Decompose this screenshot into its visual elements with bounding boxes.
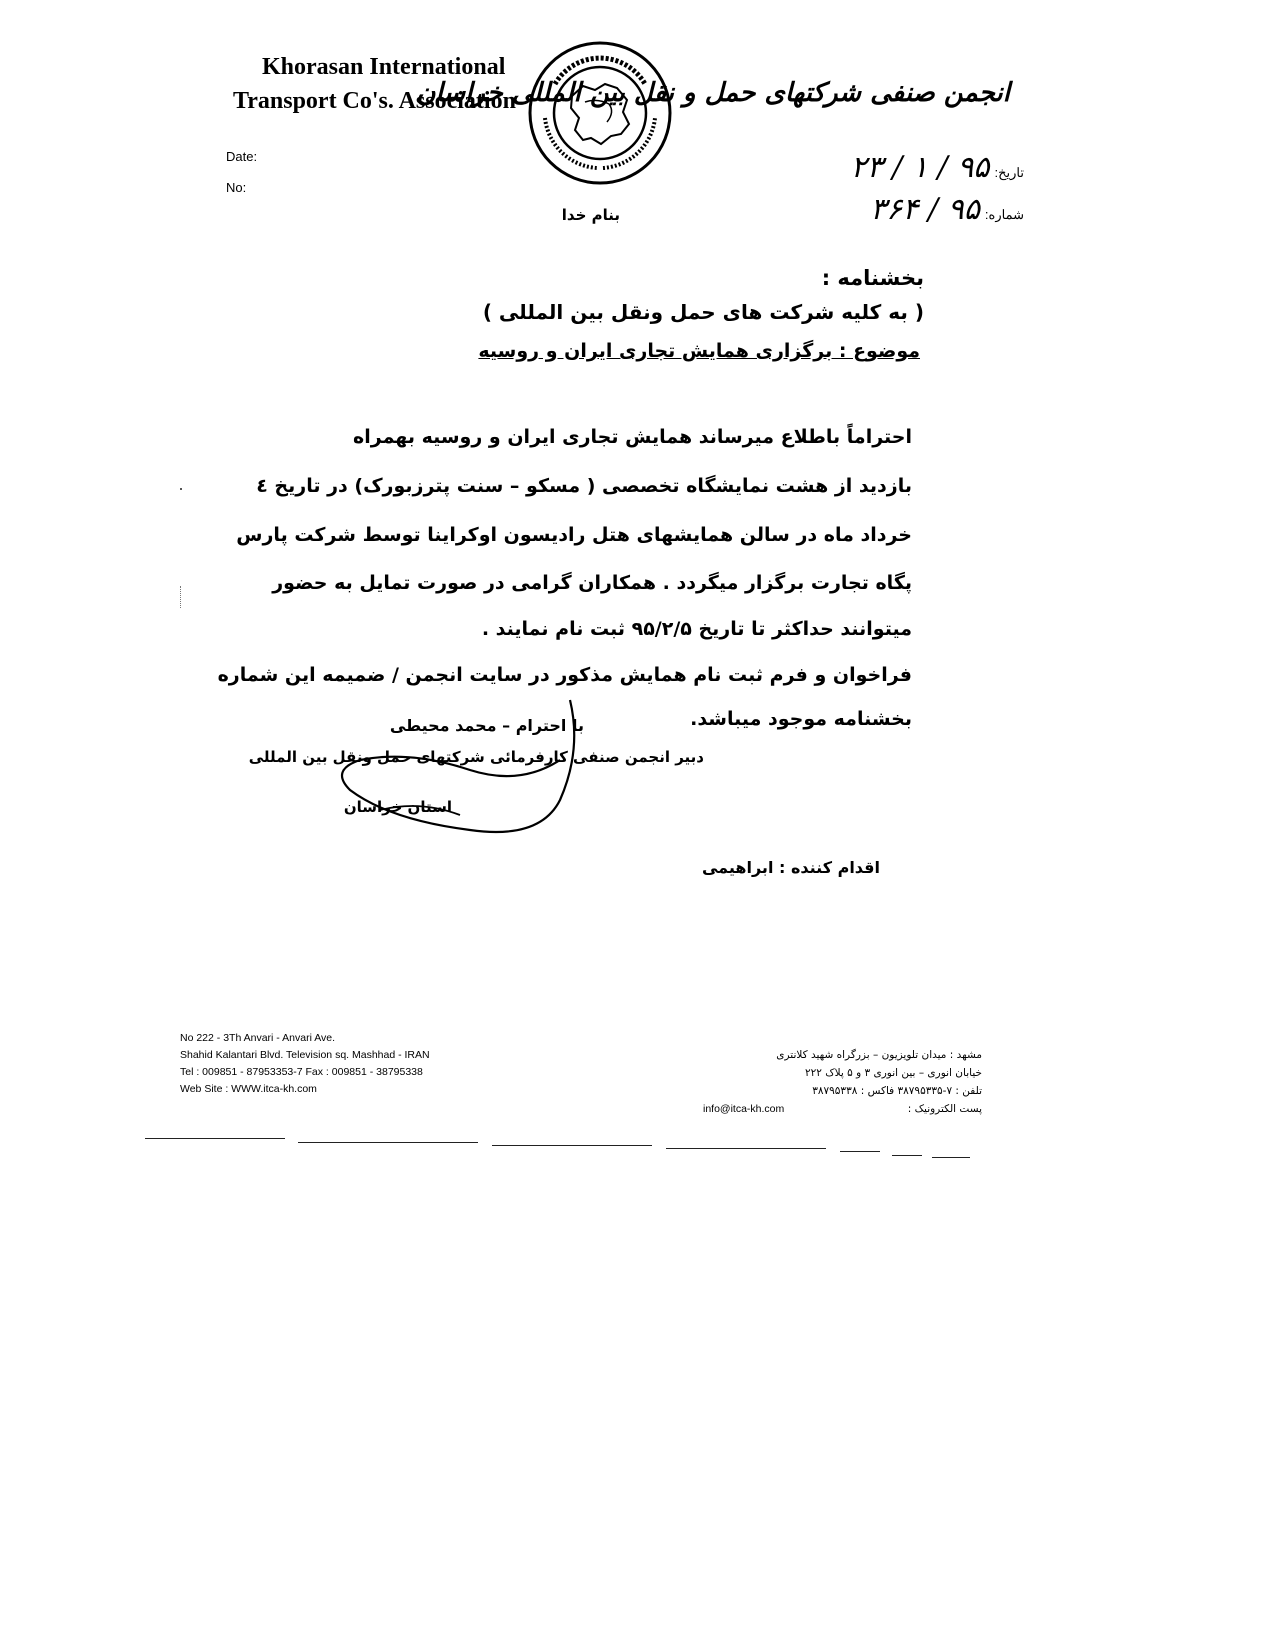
footer-divider <box>492 1145 652 1146</box>
association-seal-logo <box>525 38 675 188</box>
number-value-handwritten: ۹۵ / ۳۶۴ <box>870 192 980 227</box>
org-name-english-line1: Khorasan International <box>262 54 506 80</box>
footer-persian-line: خیابان انوری – بین انوری ۳ و ۵ پلاک ۲۲۲ <box>804 1067 982 1079</box>
invocation: بنام خدا <box>561 206 620 224</box>
body-line: بخشنامه موجود میباشد. <box>690 708 912 730</box>
body-line: احتراماً باطلاع میرساند همایش تجاری ایران و روسیه بهمراه <box>353 426 912 448</box>
org-name-english-line2: Transport Co's. Association <box>233 88 516 114</box>
number-label-persian: شماره: <box>984 207 1024 222</box>
footer-email: info@itca-kh.com <box>703 1103 785 1115</box>
subject-line: موضوع : برگزاری همایش تجاری ایران و روسیه <box>478 340 920 362</box>
footer-divider <box>666 1148 826 1149</box>
footer-address-persian <box>776 1046 982 1118</box>
circular-label: بخشنامه : <box>821 266 924 290</box>
footer-address-english <box>180 1030 430 1098</box>
scan-mark <box>180 586 182 608</box>
date-value-handwritten: ۹۵ / ۱ / ۲۳ <box>850 150 990 185</box>
recipients-line: ( به کلیه شرکت های حمل ونقل بین المللی ) <box>482 300 924 324</box>
footer-divider <box>892 1155 922 1156</box>
closing-line: با احترام – محمد محیطی <box>389 716 584 735</box>
action-by-line: اقدام کننده : ابراهیمی <box>701 858 880 877</box>
signer-title-line1: دبیر انجمن صنفی کارفرمائی شرکتهای حمل ونقل بین المللی <box>248 748 704 766</box>
footer-persian-line: تلفن : ۷-۳۸۷۹۵۳۳۵ فاکس : ۳۸۷۹۵۳۳۸ <box>812 1085 982 1097</box>
footer-english-line: Tel : 009851 - 87953353-7 Fax : 009851 - 38795338 <box>180 1066 423 1078</box>
number-label-english: No: <box>226 180 247 195</box>
footer-divider <box>145 1138 285 1139</box>
footer-persian-line: مشهد : میدان تلویزیون – بزرگراه شهید کلانتری <box>776 1049 982 1061</box>
body-line: فراخوان و فرم ثبت نام همایش مذکور در سایت انجمن / ضمیمه این شماره <box>217 664 912 686</box>
footer-divider <box>840 1151 880 1152</box>
handwritten-signature <box>320 690 600 850</box>
footer-english-line: Shahid Kalantari Blvd. Television sq. Mashhad - IRAN <box>180 1049 430 1061</box>
footer-divider <box>932 1157 970 1158</box>
scan-mark <box>180 488 182 490</box>
footer-website: Web Site : WWW.itca-kh.com <box>180 1083 317 1095</box>
date-field <box>824 150 1024 185</box>
footer-english-line: No 222 - 3Th Anvari - Anvari Ave. <box>180 1032 336 1044</box>
body-line: خرداد ماه در سالن همایشهای هتل رادیسون اوکراینا توسط شرکت پارس <box>236 524 912 546</box>
body-line: بازدید از هشت نمایشگاه تخصصی ( مسکو – سنت پترزبورک) در تاریخ ٤ <box>256 475 912 497</box>
org-name-persian: انجمن صنفی شرکتهای حمل و نقل بین المللی خراسان <box>416 78 1010 108</box>
date-label-english: Date: <box>226 149 258 164</box>
footer-persian-line: پست الکترونیک : <box>907 1103 982 1115</box>
footer-divider <box>298 1142 478 1143</box>
body-line: پگاه تجارت برگزار میگردد . همکاران گرامی در صورت تمایل به حضور <box>272 572 912 594</box>
signer-title-line2: استان خراسان <box>343 798 452 816</box>
date-label-persian: تاریخ: <box>994 165 1024 180</box>
number-field <box>824 192 1024 227</box>
body-line: میتوانند حداکثر تا تاریخ ۹۵/۲/۵ ثبت نام نمایند . <box>481 618 912 640</box>
